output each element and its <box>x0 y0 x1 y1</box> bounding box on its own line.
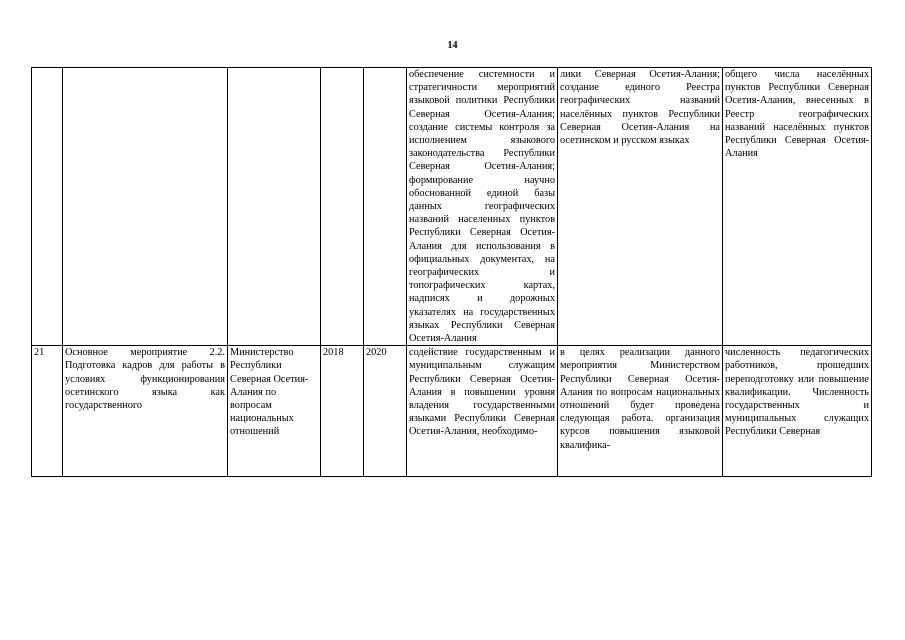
expected-result: обеспечение системности и стратегичности мероприятий языковой политики Республики Северная Осетия-Алания; создание системы контроля за исполнением языкового законодательства Республики Северная Осетия-Алания; формирование научно обоснованной единой базы данных географических названий населенных пунктов Республики Северная Осетия-Алания для использования в официальных документах, на географических и топографических картах, надписях и дорожных указателях на государственных языках Республики Северная Осетия-Алания <box>407 68 558 346</box>
table-row <box>32 68 872 346</box>
activity-name <box>63 68 228 346</box>
executor <box>228 68 321 346</box>
table-row <box>32 346 872 477</box>
year-start: 2018 <box>321 346 364 477</box>
row-number <box>32 68 63 346</box>
indicator: численность педагогических работников, прошедших переподготовку или повышение квалификации. Численность государственных и муниципальных служащих Республики Северная <box>723 346 872 477</box>
executor: Министерство Республики Северная Осетия-Алания по вопросам национальных отношений <box>228 346 321 477</box>
year-end: 2020 <box>364 346 407 477</box>
row-number: 21 <box>32 346 63 477</box>
program-table <box>31 67 872 477</box>
year-end <box>364 68 407 346</box>
year-start <box>321 68 364 346</box>
page-number: 14 <box>447 40 458 51</box>
implementation: лики Северная Осетия-Алания; создание единого Реестра географических названий населённых пунктов Республики Северная Осетия-Алания на осетинском и русском языках <box>558 68 723 346</box>
indicator: общего числа населённых пунктов Республики Северная Осетия-Алания, внесенных в Реестр географических названий населённых пунктов Республики Северная Осетия-Алания <box>723 68 872 346</box>
activity-name: Основное мероприятие 2.2. Подготовка кадров для работы в условиях функционирования осетинского языка как государственного <box>63 346 228 477</box>
implementation: в целях реализации данного мероприятия Министерством Республики Северная Осетия-Алания по вопросам национальных отношений будет проведена следующая работа. организация курсов повышения языковой квалифика- <box>558 346 723 477</box>
expected-result: содействие государственным и муниципальным служащим Республики Северная Осетия-Алания в повышении уровня владения государственными языками Республики Северная Осетия-Алания, необходимо- <box>407 346 558 477</box>
